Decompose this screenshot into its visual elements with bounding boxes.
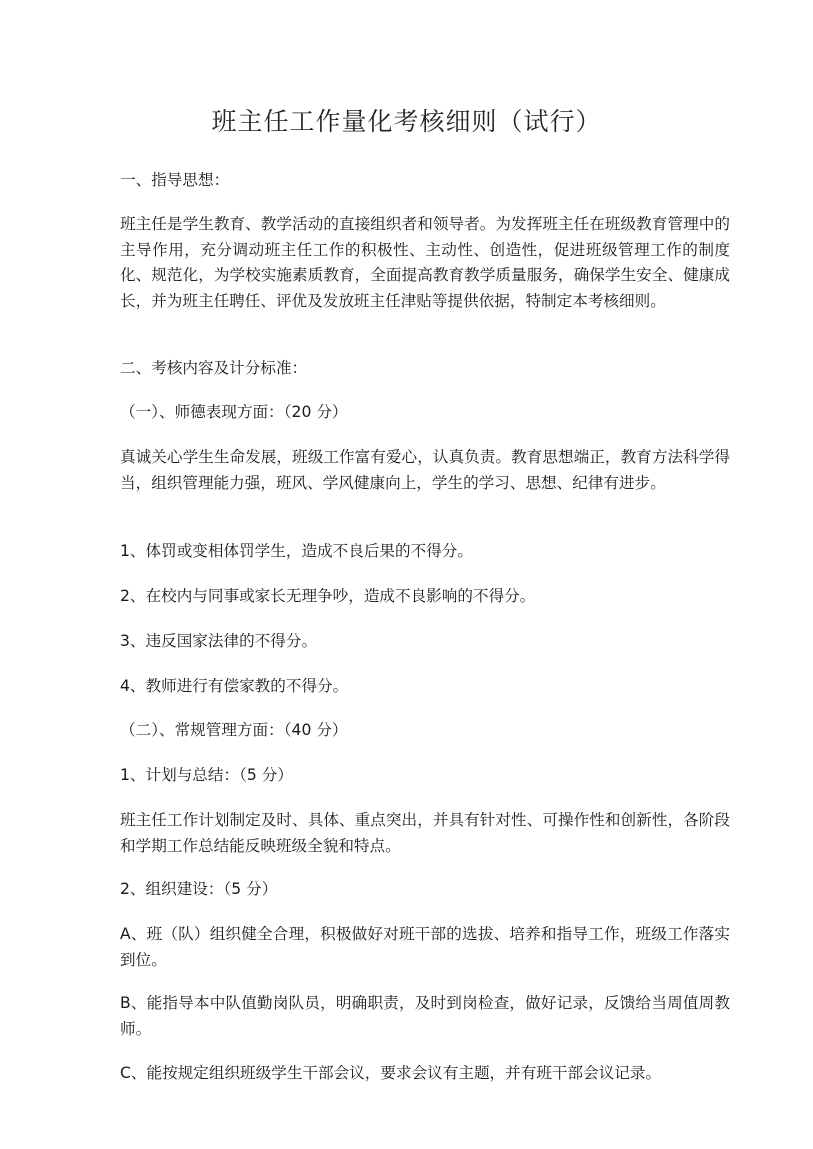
list-item-organization-c: C、能按规定组织班级学生干部会议，要求会议有主题，并有班干部会议记录。 (120, 1064, 662, 1082)
list-item-ethics-2: 2、在校内与同事或家长无理争吵，造成不良影响的不得分。 (120, 587, 536, 605)
item-heading-plan-summary: 1、计划与总结：（5 分） (120, 766, 293, 784)
paragraph-purpose: 班主任是学生教育、教学活动的直接组织者和领导者。为发挥班主任在班级教育管理中的主导作用，充分调动班主任工作的积极性、主动性、创造性，促进班级管理工作的制度化、规范化，为学校实施素质教育，全面提高教育教学质量服务，确保学生安全、健康成长，并为班主任聘任、评优及发放班主任津贴等提供依据，特制定本考核细则。 (120, 215, 730, 310)
item-heading-organization: 2、组织建设：（5 分） (120, 880, 278, 898)
list-item-ethics-4: 4、教师进行有偿家教的不得分。 (120, 677, 349, 695)
list-item-ethics-1: 1、体罚或变相体罚学生，造成不良后果的不得分。 (120, 542, 473, 560)
subsection-heading-ethics: （一）、师德表现方面：（20 分） (120, 403, 348, 421)
paragraph-plan-summary: 班主任工作计划制定及时、具体、重点突出，并具有针对性、可操作性和创新性，各阶段和学期工作总结能反映班级全貌和特点。 (120, 811, 730, 855)
section-heading-guiding-thought: 一、指导思想： (120, 171, 230, 189)
paragraph-ethics-description: 真诚关心学生生命发展，班级工作富有爱心，认真负责。教育思想端正，教育方法科学得当，组织管理能力强，班风、学风健康向上，学生的学习、思想、纪律有进步。 (120, 448, 730, 492)
list-item-ethics-3: 3、违反国家法律的不得分。 (120, 632, 318, 650)
list-item-organization-a: A、班（队）组织健全合理，积极做好对班干部的选拔、培养和指导工作，班级工作落实到位。 (120, 925, 730, 969)
section-heading-assessment-content: 二、考核内容及计分标准： (120, 359, 308, 377)
list-item-organization-b: B、能指导本中队值勤岗队员，明确职责，及时到岗检查，做好记录，反馈给当周值周教师。 (120, 994, 730, 1038)
subsection-heading-routine-management: （二）、常规管理方面：（40 分） (120, 721, 348, 739)
document-title: 班主任工作量化考核细则（试行） (211, 107, 602, 136)
